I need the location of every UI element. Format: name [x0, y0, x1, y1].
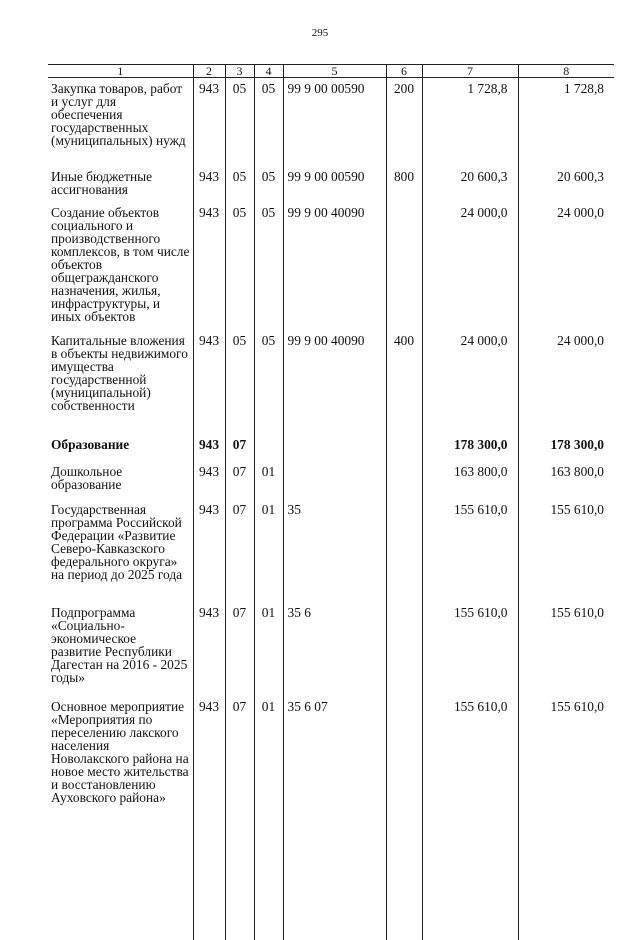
- row-amount-1: 163 800,0: [422, 461, 518, 499]
- budget-table: [48, 65, 614, 940]
- column-number-7: 7: [422, 65, 518, 78]
- filler-cell: [48, 836, 193, 940]
- row-amount-1: 155 610,0: [422, 696, 518, 836]
- row-amount-1: 178 300,0: [422, 434, 518, 461]
- row-amount-1: 20 600,3: [422, 166, 518, 202]
- row-expense-type: 800: [386, 166, 422, 202]
- row-section-code: 05: [225, 202, 254, 330]
- row-expense-type: [386, 202, 422, 330]
- column-number-6: 6: [386, 65, 422, 78]
- row-section-code: 07: [225, 434, 254, 461]
- row-expense-type: [386, 602, 422, 696]
- row-subsection-code: 05: [254, 166, 283, 202]
- row-subsection-code: 01: [254, 499, 283, 602]
- column-number-row: [48, 65, 614, 78]
- budget-table-sheet: [48, 64, 614, 853]
- row-expense-type: 400: [386, 330, 422, 434]
- row-target-article: 35 6 07: [283, 696, 386, 836]
- row-amount-2: 178 300,0: [518, 434, 614, 461]
- row-expense-type: [386, 434, 422, 461]
- row-ved-code: 943: [193, 166, 225, 202]
- budget-table-body: [48, 78, 614, 940]
- row-target-article: 99 9 00 40090: [283, 330, 386, 434]
- row-subsection-code: 01: [254, 602, 283, 696]
- row-name: Капитальные вложения в объекты недвижимого имущества государственной (муниципальной) собственности: [48, 330, 193, 434]
- row-name: Создание объектов социального и производственного комплексов, в том числе объектов общегражданского назначения, жилья, инфраструктуры, и иных объектов: [48, 202, 193, 330]
- row-subsection-code: 01: [254, 461, 283, 499]
- row-amount-2: 24 000,0: [518, 330, 614, 434]
- row-ved-code: 943: [193, 602, 225, 696]
- column-number-8: 8: [518, 65, 614, 78]
- row-amount-2: 24 000,0: [518, 202, 614, 330]
- row-amount-2: 1 728,8: [518, 78, 614, 167]
- row-expense-type: [386, 461, 422, 499]
- page-number: 295: [0, 27, 640, 39]
- row-section-code: 07: [225, 696, 254, 836]
- row-section-code: 07: [225, 499, 254, 602]
- row-amount-1: 1 728,8: [422, 78, 518, 167]
- filler-cell: [422, 836, 518, 940]
- filler-cell: [283, 836, 386, 940]
- row-section-code: 05: [225, 78, 254, 167]
- table-row: [48, 434, 614, 461]
- row-subsection-code: [254, 434, 283, 461]
- table-row: [48, 602, 614, 696]
- filler-cell: [254, 836, 283, 940]
- row-section-code: 05: [225, 330, 254, 434]
- row-expense-type: [386, 499, 422, 602]
- row-ved-code: 943: [193, 202, 225, 330]
- row-name: Закупка товаров, работ и услуг для обеспечения государственных (муниципальных) нужд: [48, 78, 193, 167]
- row-amount-2: 155 610,0: [518, 696, 614, 836]
- table-row: [48, 166, 614, 202]
- row-amount-2: 163 800,0: [518, 461, 614, 499]
- row-name: Образование: [48, 434, 193, 461]
- filler-cell: [225, 836, 254, 940]
- row-name: Основное мероприятие «Мероприятия по переселению лакского населения Новолакского района на новое место жительства и восстановлению Ауховского района»: [48, 696, 193, 836]
- table-row: [48, 330, 614, 434]
- row-ved-code: 943: [193, 434, 225, 461]
- row-amount-1: 24 000,0: [422, 330, 518, 434]
- filler-cell: [386, 836, 422, 940]
- row-subsection-code: 05: [254, 78, 283, 167]
- table-row: [48, 499, 614, 602]
- table-row: [48, 696, 614, 836]
- row-subsection-code: 05: [254, 202, 283, 330]
- row-target-article: 99 9 00 00590: [283, 166, 386, 202]
- row-amount-2: 155 610,0: [518, 602, 614, 696]
- row-section-code: 07: [225, 461, 254, 499]
- row-subsection-code: 01: [254, 696, 283, 836]
- row-ved-code: 943: [193, 696, 225, 836]
- row-ved-code: 943: [193, 330, 225, 434]
- row-amount-2: 20 600,3: [518, 166, 614, 202]
- row-ved-code: 943: [193, 78, 225, 167]
- row-amount-1: 155 610,0: [422, 602, 518, 696]
- row-target-article: 35 6: [283, 602, 386, 696]
- row-amount-1: 155 610,0: [422, 499, 518, 602]
- row-expense-type: [386, 696, 422, 836]
- table-row: [48, 461, 614, 499]
- column-number-5: 5: [283, 65, 386, 78]
- row-name: Государственная программа Российской Федерации «Развитие Северо-Кавказского федерального округа» на период до 2025 года: [48, 499, 193, 602]
- column-number-4: 4: [254, 65, 283, 78]
- row-name: Иные бюджетные ассигнования: [48, 166, 193, 202]
- column-number-2: 2: [193, 65, 225, 78]
- row-ved-code: 943: [193, 461, 225, 499]
- table-row: [48, 78, 614, 167]
- row-target-article: [283, 434, 386, 461]
- row-target-article: 99 9 00 00590: [283, 78, 386, 167]
- table-row: [48, 202, 614, 330]
- row-section-code: 05: [225, 166, 254, 202]
- row-section-code: 07: [225, 602, 254, 696]
- row-ved-code: 943: [193, 499, 225, 602]
- row-expense-type: 200: [386, 78, 422, 167]
- row-name: Дошкольное образование: [48, 461, 193, 499]
- row-target-article: 35: [283, 499, 386, 602]
- table-filler-row: [48, 836, 614, 940]
- filler-cell: [518, 836, 614, 940]
- row-subsection-code: 05: [254, 330, 283, 434]
- filler-cell: [193, 836, 225, 940]
- column-number-3: 3: [225, 65, 254, 78]
- row-amount-2: 155 610,0: [518, 499, 614, 602]
- row-target-article: [283, 461, 386, 499]
- row-name: Подпрограмма «Социально-экономическое развитие Республики Дагестан на 2016 - 2025 годы»: [48, 602, 193, 696]
- row-amount-1: 24 000,0: [422, 202, 518, 330]
- row-target-article: 99 9 00 40090: [283, 202, 386, 330]
- column-number-1: 1: [48, 65, 193, 78]
